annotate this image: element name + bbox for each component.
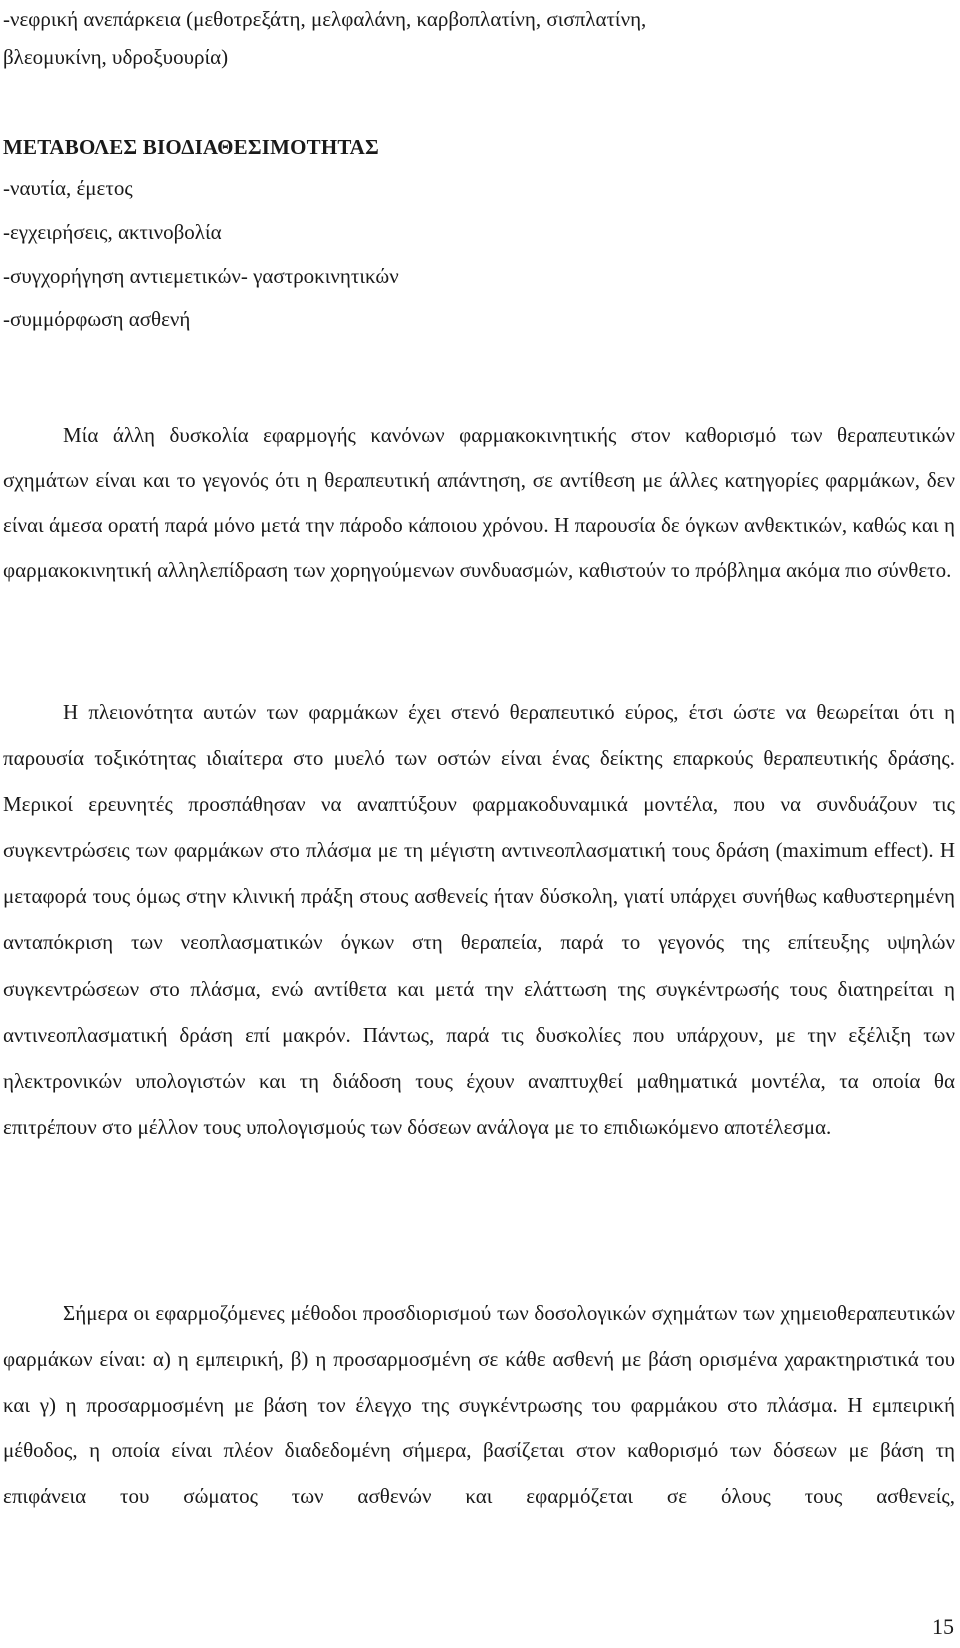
list-item: -εγχειρήσεις, ακτινοβολία [3,220,222,244]
body-paragraph: Μία άλλη δυσκολία εφαρμογής κανόνων φαρμακοκινητικής στον καθορισμό των θεραπευτικών σχημάτων είναι και το γεγονός ότι η θεραπευτική απάντηση, σε αντίθεση με άλλες κατηγορίες φαρμάκων, δεν είναι άμεσα ορατή παρά μόνο μετά την πάροδο κάποιου χρόνου. Η παρουσία δε όγκων ανθεκτικών, καθώς και η φαρμακοκινητική αλληλεπίδραση των χορηγούμενων συνδυασμών, καθιστούν το πρόβλημα ακόμα πιο σύνθετο. [3,423,955,582]
section-heading: ΜΕΤΑΒΟΛΕΣ ΒΙΟΔΙΑΘΕΣΙΜΟΤΗΤΑΣ [3,135,379,159]
body-paragraph: Η πλειονότητα αυτών των φαρμάκων έχει στενό θεραπευτικό εύρος, έτσι ώστε να θεωρείται ότι η παρουσία τοξικότητας ιδιαίτερα στο μυελό των οστών είναι ένας δείκτης επαρκούς θεραπευτικής δράσης. Μερικοί ερευνητές προσπάθησαν να αναπτύξουν φαρμακοδυναμικά μοντέλα, που να συνδυάζουν τις συγκεντρώσεις των φαρμάκων στο πλάσμα με τη μέγιστη αντινεοπλασματική τους δράση (maximum effect). Η μεταφορά τους όμως στην κλινική πράξη στους ασθενείς ήταν δύσκολη, γιατί υπάρχει συνήθως καθυστερημένη ανταπόκριση των νεοπλασματικών όγκων στη θεραπεία, παρά το γεγονός της επίτευξης υψηλών συγκεντρώσεων στο πλάσμα, ενώ αντίθετα και μετά την ελάττωση της συγκέντρωσής τους διατηρείται η αντινεοπλασματική δράση επί μακρόν. Πάντως, παρά τις δυσκολίες που υπάρχουν, με την εξέλιξη των ηλεκτρονικών υπολογιστών και τη διάδοση τους έχουν αναπτυχθεί μαθηματικά μοντέλα, τα οποία θα επιτρέπουν στο μέλλον τους υπολογισμούς των δόσεων ανάλογα με το επιδιωκόμενο αποτέλεσμα. [3,700,955,1139]
list-line: βλεομυκίνη, υδροξυουρία) [3,45,229,69]
page-number: 15 [932,1614,954,1639]
list-line: -νεφρική ανεπάρκεια (μεθοτρεξάτη, μελφαλάνη, καρβοπλατίνη, σισπλατίνη, [3,7,647,31]
list-item: -συγχορήγηση αντιεμετικών- γαστροκινητικών [3,264,399,288]
list-item: -συμμόρφωση ασθενή [3,307,191,331]
body-paragraph: Σήμερα οι εφαρμοζόμενες μέθοδοι προσδιορισμού των δοσολογικών σχημάτων των χημειοθεραπευτικών φαρμάκων είναι: α) η εμπειρική, β) η προσαρμοσμένη σε κάθε ασθενή με βάση ορισμένα χαρακτηριστικά του και γ) η προσαρμοσμένη με βάση τον έλεγχο της συγκέντρωσης του φαρμάκου στο πλάσμα. Η εμπειρική μέθοδος, η οποία είναι πλέον διαδεδομένη σήμερα, βασίζεται στον καθορισμό των δόσεων με βάση τη επιφάνεια του σώματος των ασθενών και εφαρμόζεται σε όλους τους ασθενείς, [3,1301,955,1509]
list-item: -ναυτία, έμετος [3,176,133,200]
